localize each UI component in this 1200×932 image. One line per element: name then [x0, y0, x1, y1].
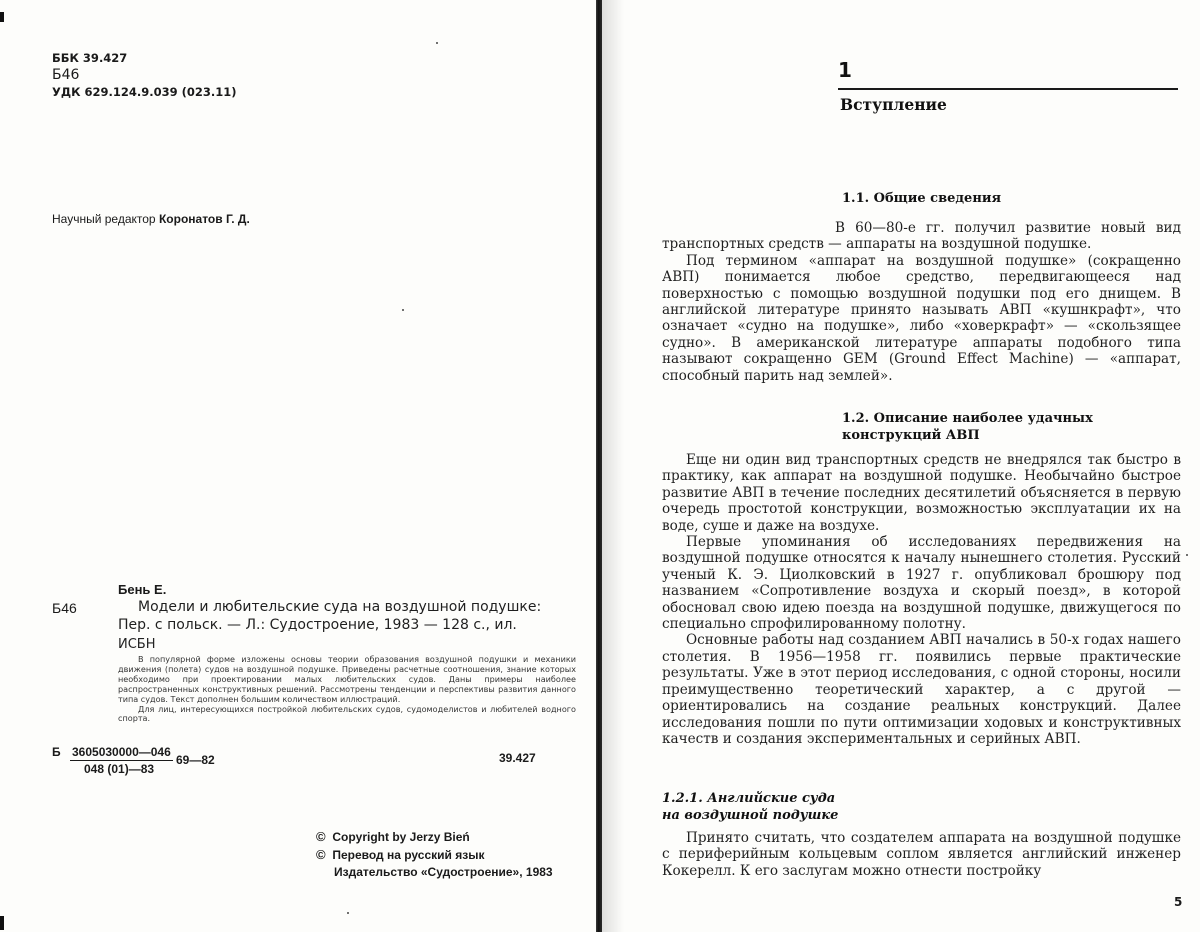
scientific-editor [52, 212, 250, 226]
udc-code: УДК 629.124.9.039 (023.11) [52, 84, 237, 101]
annotation-paragraph: Для лиц, интересующихся постройкой любительских судов, судомоделистов и любителей водного спорта. [118, 705, 576, 725]
section-heading-1-2 [842, 410, 1093, 444]
editor-prefix: Научный редактор [52, 212, 156, 226]
chapter-number: 1 [838, 58, 852, 82]
catalog-numerator: 3605030000—046 [70, 745, 173, 761]
page-number: 5 [1174, 895, 1182, 909]
section-1-1-text [662, 220, 1181, 384]
scan-speck [347, 912, 349, 914]
catalog-tail: 69—82 [176, 753, 215, 767]
editor-name: Коронатов Г. Д. [159, 212, 250, 226]
section-heading-1-1: 1.1. Общие сведения [842, 190, 1001, 207]
catalog-fraction [70, 745, 173, 776]
paragraph: В 60—80-е гг. получил развитие новый вид транспортных средств — аппараты на воздушной подушке. [662, 220, 1181, 253]
paragraph: Основные работы над созданием АВП начались в 50-х годах нашего столетия. В 1956—1958 гг. появились первые практические результаты. Уже в этот период исследования, с одной стороны, носили преимущественно теоретический характер, а с другой — ориентировались на создание реальных конструкций. Далее исследования пошли по пути оптимизации ходовых и конструктивных качеств и создания экспериментальных и серийных АВП. [662, 632, 1181, 747]
class-code: Б46 [52, 600, 77, 616]
heading-line: 1.2.1. Английские суда [662, 790, 838, 807]
catalog-denominator: 048 (01)—83 [70, 761, 173, 776]
annotation-paragraph: В популярной форме изложены основы теории образования воздушной подушки и механики движения (полета) судов на воздушной подушке. Приведены расчетные соотношения, знание которых необходимо при проектировании малых любительских судов. Даны примеры наиболее распространенных конструктивных решений. Рассмотрены тенденции и перспективы развития данного типа судов. Текст дополнен большим количеством иллюстраций. [118, 655, 576, 705]
gutter-shadow [602, 0, 624, 932]
paragraph: Под термином «аппарат на воздушной подушке» (сокращенно АВП) понимается любое средство, передвигающееся над поверхностью с помощью воздушной подушки под его днищем. В английской литературе принято называть АВП «кушнкрафт», что означает «судно на подушке», либо «ховеркрафт» — «скользящее судно». В американской литературе аппараты подобного типа называют сокращенно GEM (Ground Effect Machine) — «аппарат, способный парить над землей». [662, 253, 1181, 384]
annotation [118, 655, 576, 724]
left-edge-mark-bottom [0, 916, 4, 930]
book-spread [0, 0, 1200, 932]
copyright-icon: © [316, 828, 329, 845]
author-mark: Б46 [52, 67, 237, 84]
translation-line: Перевод на русский язык [332, 848, 484, 862]
author-name: Бень Е. [118, 582, 166, 597]
bibliographic-codes [52, 50, 237, 101]
chapter-title: Вступление [840, 95, 947, 114]
catalog-prefix: Б [52, 745, 61, 759]
heading-line: конструкций АВП [842, 427, 1093, 444]
scan-speck [436, 42, 438, 44]
chapter-rule [838, 88, 1178, 90]
book-title-entry: Модели и любительские суда на воздушной подушке: Пер. с польск. — Л.: Судостроение, 1983 — 128 с., ил. [118, 598, 578, 634]
copyright-line: Copyright by Jerzy Bień [332, 830, 469, 844]
section-1-2-1-text [662, 830, 1181, 879]
paragraph: Принято считать, что создателем аппарата на воздушной подушке с периферийным кольцевым соплом является английский инженер Кокерелл. К его заслугам можно отнести постройку [662, 830, 1181, 879]
heading-line: на воздушной подушке [662, 807, 838, 824]
publisher-line: Издательство «Судостроение», 1983 [316, 864, 553, 881]
paragraph: Первые упоминания об исследованиях передвижения на воздушной подушке относятся к началу нынешнего столетия. Русский ученый К. Э. Циолковский в 1927 г. опубликовал брошюру под названием «Сопротивление воздуха и скорый поезд», в которой обосновал свою идею поезда на воздушной подушке, движущегося по специально спрофилированному полотну. [662, 534, 1181, 632]
bbk-code: ББК 39.427 [52, 50, 237, 67]
scan-speck [402, 309, 404, 311]
copyright-icon: © [316, 846, 329, 863]
section-1-2-text [662, 452, 1181, 747]
heading-line: 1.2. Описание наиболее удачных [842, 410, 1093, 427]
copyright-block [316, 828, 553, 881]
left-edge-mark-top [0, 12, 4, 22]
scan-speck [1186, 554, 1188, 556]
paragraph: Еще ни один вид транспортных средств не внедрялся так быстро в практику, как аппарат на воздушной подушке. Необычайно быстрое развитие АВП в течение последних десятилетий объясняется в первую очередь простотой конструкции, возможностью эксплуатации их на воде, суше и даже на воздухе. [662, 452, 1181, 534]
catalog-right-code: 39.427 [499, 751, 536, 765]
isbn-label: ИСБН [118, 637, 156, 652]
section-heading-1-2-1 [662, 790, 838, 824]
